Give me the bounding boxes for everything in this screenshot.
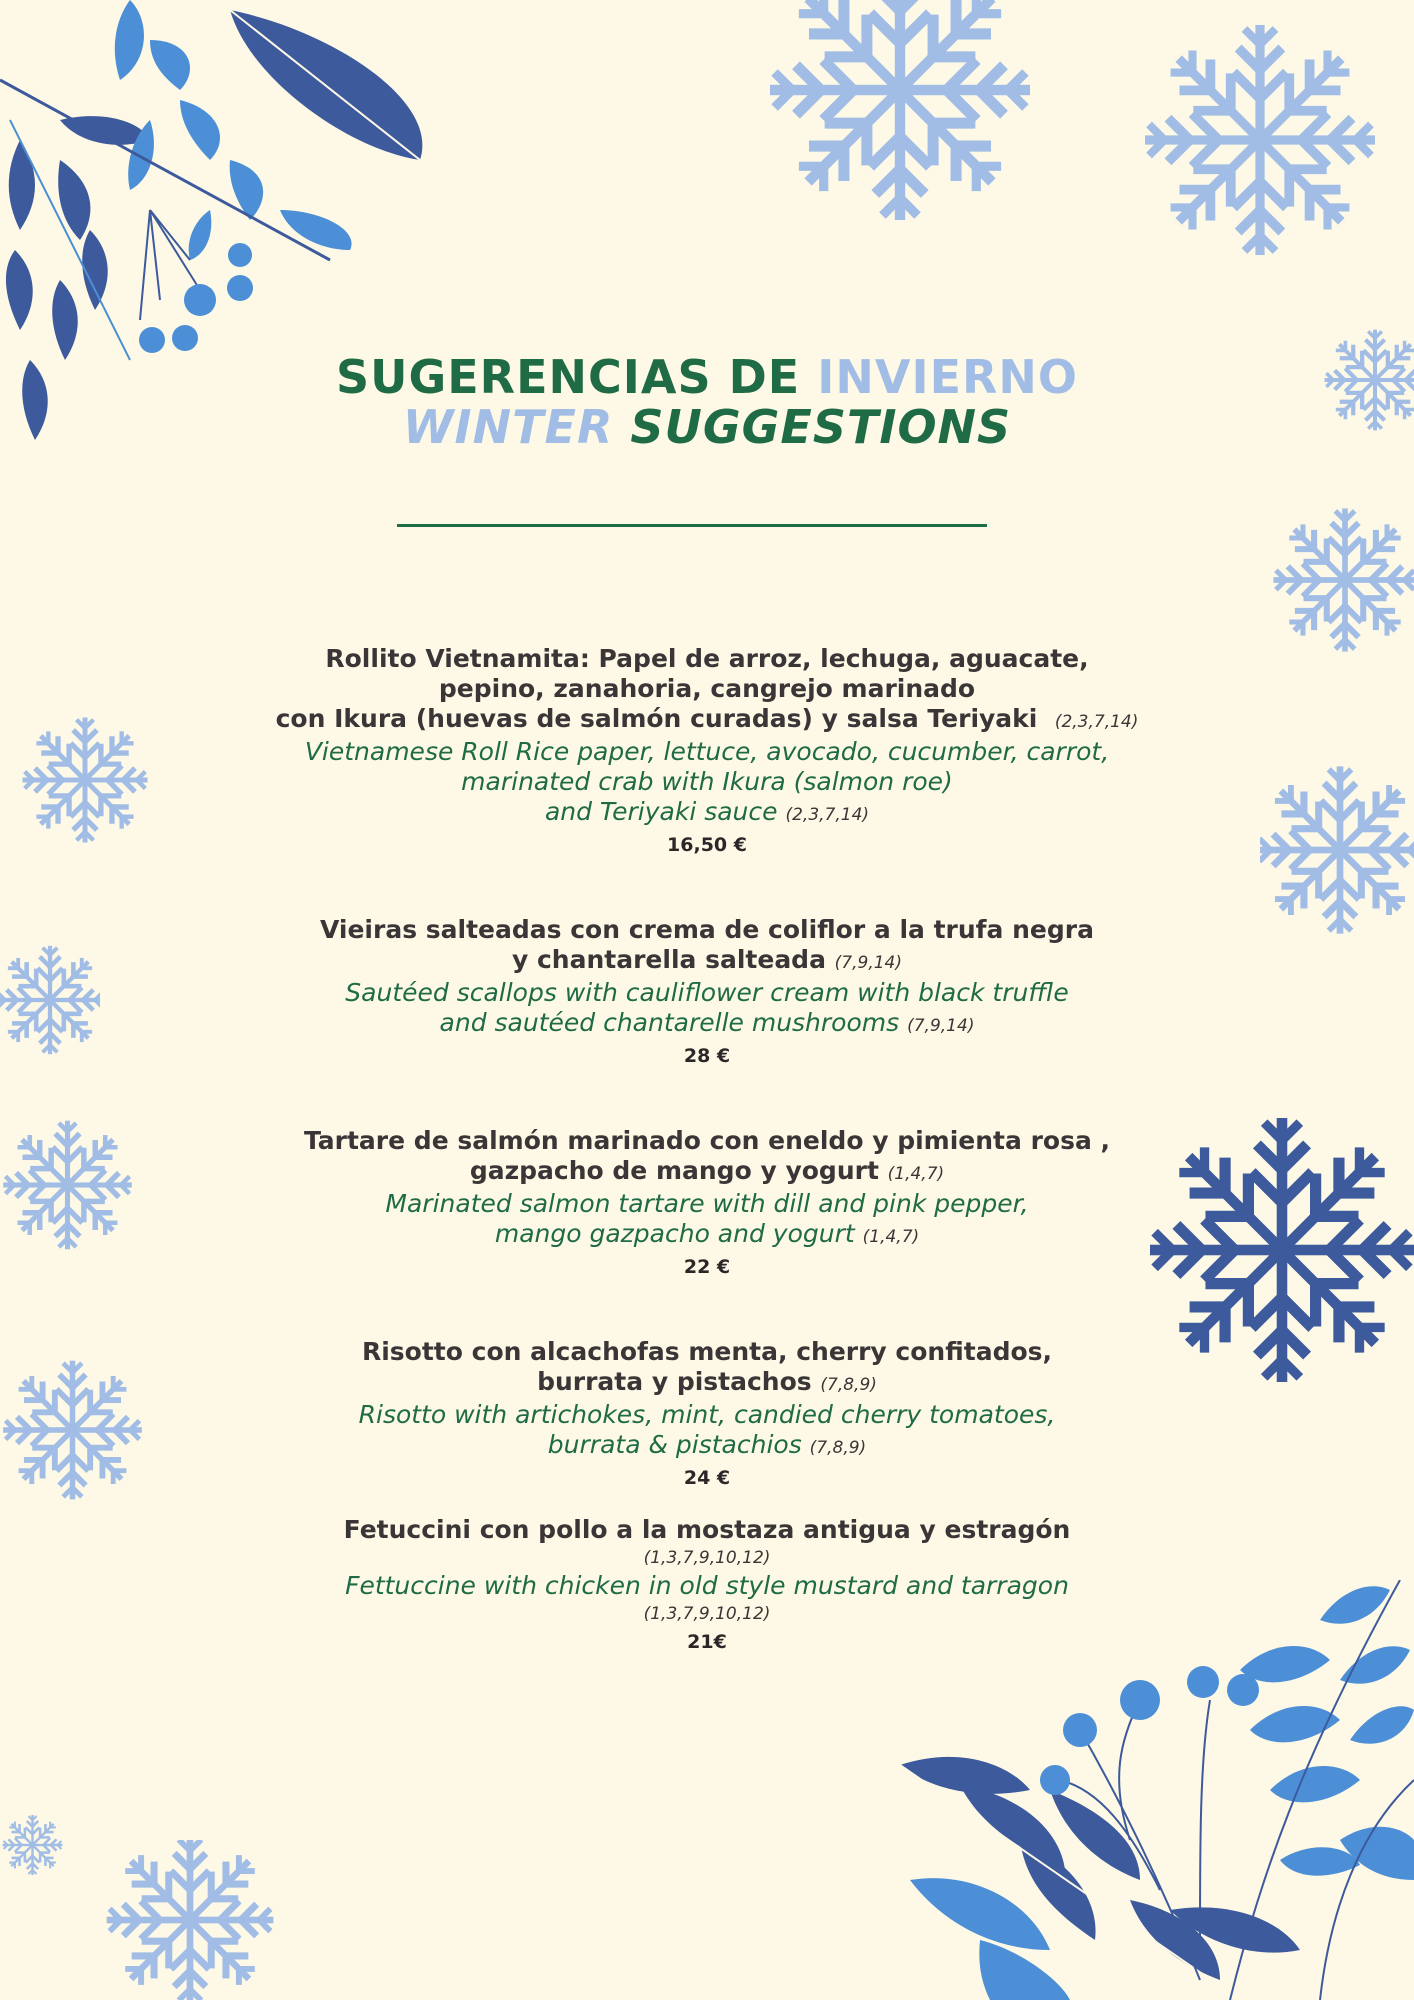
allergens: (7,9,14) [907,1016,975,1036]
dish-name-en [0,1219,1414,1252]
dish-name-es-text: burrata y pistachos [537,1367,812,1396]
title-part: WINTER [402,400,631,454]
allergens: (1,3,7,9,10,12) [643,1548,771,1568]
dish-name-en: Marinated salmon tartare with dill and pink pepper, [385,1189,1029,1218]
dish-name-es-text: y chantarella salteada [511,945,826,974]
allergens: (1,4,7) [862,1227,920,1247]
title-part: SUGERENCIAS DE [335,350,818,404]
menu-item [0,1337,1414,1493]
allergens: (7,8,9) [820,1375,877,1395]
dish-name-es [0,945,1414,978]
dish-name-en-text: and Teriyaki sauce [544,797,778,826]
dish-name-es: Risotto con alcachofas menta, cherry confitados, [361,1337,1053,1366]
title-part: INVIERNO [817,350,1079,404]
menu-item [0,915,1414,1071]
snowflake-icon [740,0,1060,220]
dish-name-en: Sautéed scallops with cauliflower cream with black truffle [345,978,1069,1007]
dish-name-en-text: burrata & pistachios [547,1430,802,1459]
allergens: (1,3,7,9,10,12) [643,1604,771,1624]
price: 22 € [683,1256,731,1278]
allergens: (1,4,7) [887,1164,945,1184]
snowflake-icon [0,1780,65,1910]
dish-name-es [0,1367,1414,1400]
dish-name-es: Fetuccini con pollo a la mostaza antigua y estragón [343,1515,1071,1544]
dish-name-es [0,1156,1414,1189]
dish-name-en [0,1430,1414,1463]
dish-name-en: Vietnamese Roll Rice paper, lettuce, avocado, cucumber, carrot, [304,737,1110,766]
dish-name-en: marinated crab with Ikura (salmon roe) [461,767,953,796]
title-english [0,402,1414,452]
menu-item [0,644,1414,860]
dish-name-en [0,1008,1414,1041]
title-spanish [0,352,1414,402]
dish-name-es-text: gazpacho de mango y yogurt [469,1156,879,1185]
allergens: (2,3,7,14) [785,805,870,825]
dish-name-es [0,704,1414,737]
price: 28 € [683,1045,731,1067]
dish-name-en: Risotto with artichokes, mint, candied cherry tomatoes, [358,1400,1056,1429]
allergens: (7,9,14) [834,953,903,973]
menu-item [0,1515,1414,1657]
allergens: (7,8,9) [809,1438,867,1458]
title-divider [397,524,987,527]
dish-name-es-text: con Ikura (huevas de salmón curadas) y salsa Teriyaki [275,704,1038,733]
dish-name-en-text: mango gazpacho and yogurt [494,1219,855,1248]
dish-name-en-text: and sautéed chantarelle mushrooms [439,1008,900,1037]
dish-name-en: Fettuccine with chicken in old style mustard and tarragon [345,1571,1069,1600]
dish-name-en [0,797,1414,830]
dish-name-es: pepino, zanahoria, cangrejo marinado [438,674,976,703]
price: 16,50 € [667,834,747,856]
menu-title [0,352,1414,452]
allergens: (2,3,7,14) [1054,712,1139,732]
menu-item [0,1126,1414,1282]
title-part: SUGGESTIONS [630,400,1012,454]
price: 21€ [687,1631,727,1653]
dish-name-es: Tartare de salmón marinado con eneldo y pimienta rosa , [303,1126,1111,1155]
snowflake-icon [50,1840,330,2000]
price: 24 € [683,1467,731,1489]
dish-name-es: Vieiras salteadas con crema de coliflor a la trufa negra [320,915,1094,944]
dish-name-es: Rollito Vietnamita: Papel de arroz, lechuga, aguacate, [325,644,1089,673]
snowflake-icon [1140,20,1380,260]
